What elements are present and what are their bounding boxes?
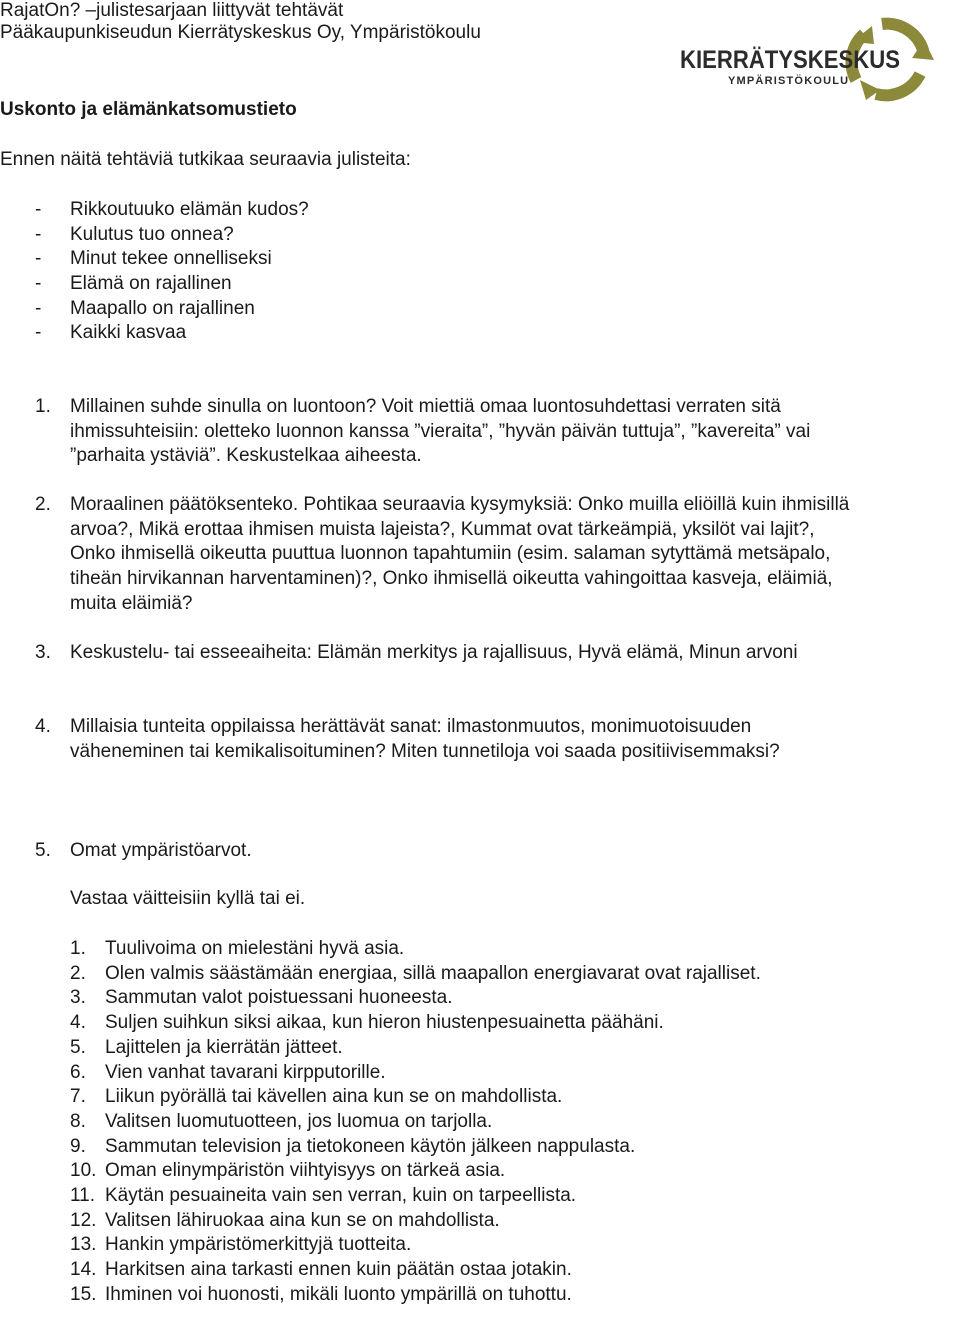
list-item: - Elämä on rajallinen bbox=[35, 273, 232, 295]
list-item: 7. Liikun pyörällä tai kävellen aina kun se on mahdollista. bbox=[70, 1086, 563, 1108]
list-item: 2. Olen valmis säästämään energiaa, sillä maapallon energiavarat ovat rajalliset. bbox=[70, 962, 761, 984]
list-item: - Kaikki kasvaa bbox=[35, 322, 187, 344]
list-item: 11. Käytän pesuaineita vain sen verran, kuin on tarpeellista. bbox=[70, 1185, 577, 1207]
list-item: 15. Ihminen voi huonosti, mikäli luonto ympärillä on tuhottu. bbox=[70, 1283, 572, 1305]
logo-sub-text: YMPÄRISTÖKOULU bbox=[728, 75, 850, 87]
list-item: - Rikkoutuuko elämän kudos? bbox=[35, 199, 309, 220]
header-line-1: RajatOn? –julistesarjaan liittyvät tehtävät bbox=[0, 0, 344, 21]
list-item: 3. Sammutan valot poistuessani huoneesta. bbox=[70, 987, 453, 1009]
header-line-2: Pääkaupunkiseudun Kierrätyskeskus Oy, Ympäristökoulu bbox=[0, 22, 481, 43]
list-item: 5. Lajittelen ja kierrätän jätteet. bbox=[70, 1036, 343, 1058]
list-item: 10. Oman elinympäristön viihtyisyys on tärkeä asia. bbox=[70, 1160, 506, 1182]
list-item: 8. Valitsen luomutuotteen, jos luomua on tarjolla. bbox=[70, 1110, 493, 1132]
list-item: 1. Tuulivoima on mielestäni hyvä asia. bbox=[70, 938, 405, 959]
list-item: - Minut tekee onnelliseksi bbox=[35, 248, 272, 270]
question-5-instruction: Vastaa väitteisiin kyllä tai ei. bbox=[70, 888, 306, 909]
list-item: 13. Hankin ympäristömerkittyjä tuotteita. bbox=[70, 1234, 412, 1256]
list-item: 14. Harkitsen aina tarkasti ennen kuin päätän ostaa jotakin. bbox=[70, 1259, 572, 1281]
list-item: 9. Sammutan television ja tietokoneen käytön jälkeen nappulasta. bbox=[70, 1135, 636, 1157]
list-item: 6. Vien vanhat tavarani kirpputorille. bbox=[70, 1061, 386, 1083]
list-item: 4. Suljen suihkun siksi aikaa, kun hieron hiustenpesuainetta päähäni. bbox=[70, 1012, 664, 1034]
statement-list bbox=[0, 937, 805, 1308]
logo-main-text: KIERRÄTYSKESKUS bbox=[680, 46, 900, 74]
kierratyskeskus-logo bbox=[680, 14, 958, 104]
intro-text: Ennen näitä tehtäviä tutkikaa seuraavia julisteita: bbox=[0, 149, 411, 170]
list-item: - Maapallo on rajallinen bbox=[35, 297, 255, 319]
list-item: - Kulutus tuo onnea? bbox=[35, 223, 234, 245]
poster-list bbox=[0, 198, 309, 346]
page-title: Uskonto ja elämänkatsomustieto bbox=[0, 99, 297, 120]
list-item: 12. Valitsen lähiruokaa aina kun se on mahdollista. bbox=[70, 1209, 500, 1231]
